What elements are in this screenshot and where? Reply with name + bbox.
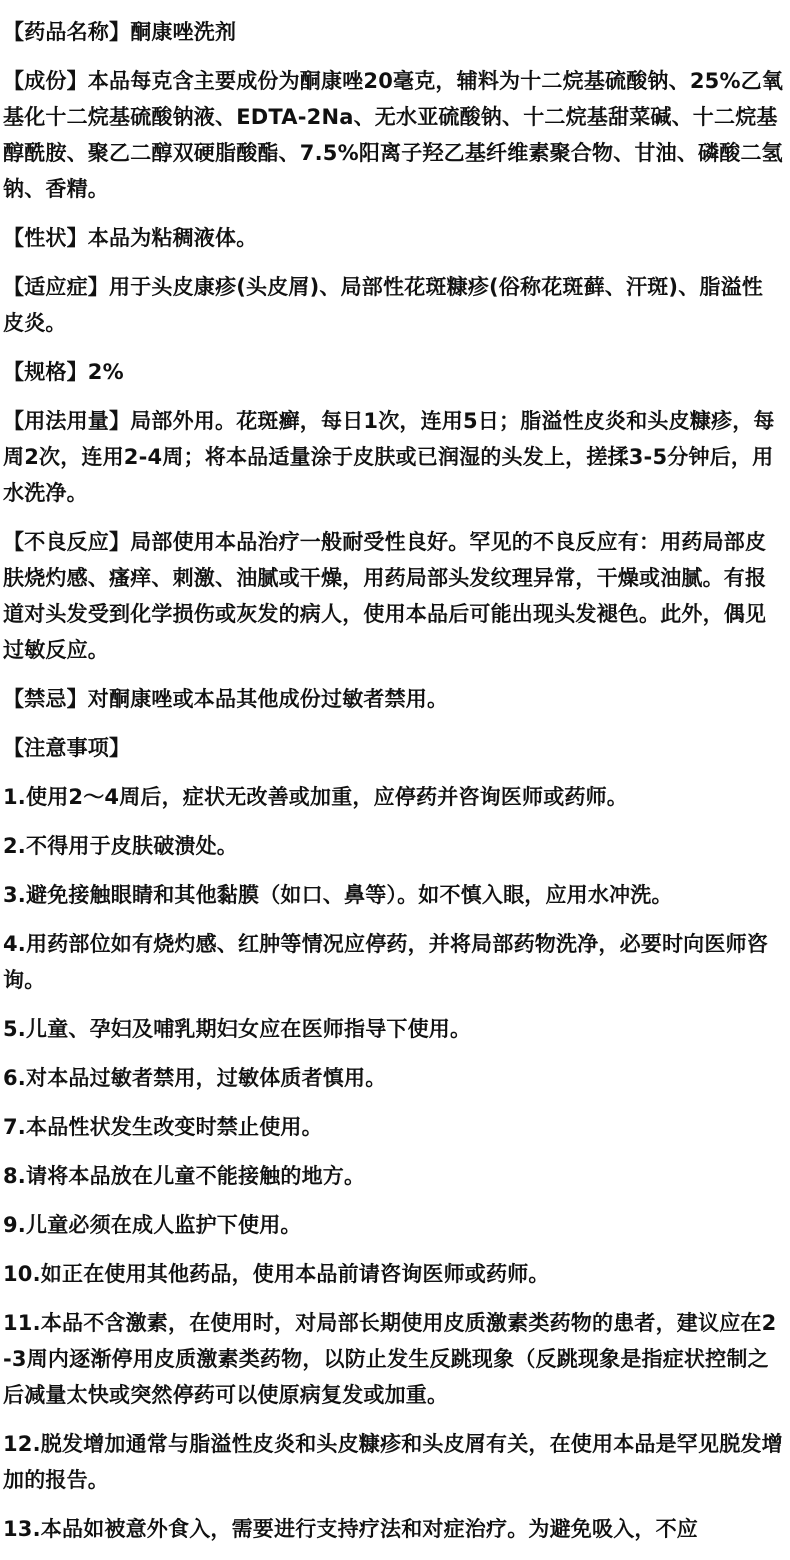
section-adverse-reactions: 【不良反应】局部使用本品治疗一般耐受性良好。罕见的不良反应有：用药局部皮肤烧灼感、瘙痒、刺激、油腻或干燥，用药局部头发纹理异常，干燥或油腻。有报道对头发受到化学损伤或灰发的病人，使用本品后可能出现头发褪色。此外，偶见过敏反应。 bbox=[3, 530, 767, 662]
section-ingredients: 【成份】本品每克含主要成份为酮康唑20毫克，辅料为十二烷基硫酸钠、25%乙氧基化十二烷基硫酸钠液、EDTA-2Na、无水亚硫酸钠、十二烷基甜菜碱、十二烷基醇酰胺、聚乙二醇双硬脂酸酯、7.5%阳离子羟乙基纤维素聚合物、甘油、磷酸二氢钠、香精。 bbox=[3, 69, 784, 201]
precaution-item-13-partial: 13.本品如被意外食入，需要进行支持疗法和对症治疗。为避免吸入，不应 bbox=[3, 1517, 698, 1541]
section-contraindications: 【禁忌】对酮康唑或本品其他成份过敏者禁用。 bbox=[3, 687, 449, 711]
precaution-item-1: 1.使用2～4周后，症状无改善或加重，应停药并咨询医师或药师。 bbox=[3, 785, 629, 809]
precaution-item-4: 4.用药部位如有烧灼感、红肿等情况应停药，并将局部药物洗净，必要时向医师咨询。 bbox=[3, 932, 768, 992]
section-dosage: 【用法用量】局部外用。花斑癣，每日1次，连用5日；脂溢性皮炎和头皮糠疹，每周2次，连用2-4周；将本品适量涂于皮肤或已润湿的头发上，搓揉3-5分钟后，用水洗净。 bbox=[3, 409, 775, 505]
section-precautions-heading: 【注意事项】 bbox=[3, 736, 131, 760]
section-drug-name: 【药品名称】酮康唑洗剂 bbox=[3, 20, 237, 44]
precaution-item-2: 2.不得用于皮肤破溃处。 bbox=[3, 834, 238, 858]
precaution-item-5: 5.儿童、孕妇及哺乳期妇女应在医师指导下使用。 bbox=[3, 1017, 472, 1041]
precaution-item-3: 3.避免接触眼睛和其他黏膜（如口、鼻等）。如不慎入眼，应用水冲洗。 bbox=[3, 883, 673, 907]
section-indications: 【适应症】用于头皮康疹(头皮屑)、局部性花斑糠疹(俗称花斑藓、汗斑)、脂溢性皮炎。 bbox=[3, 275, 763, 335]
precaution-item-6: 6.对本品过敏者禁用，过敏体质者慎用。 bbox=[3, 1066, 387, 1090]
precaution-item-7: 7.本品性状发生改变时禁止使用。 bbox=[3, 1115, 323, 1139]
section-specification: 【规格】2% bbox=[3, 360, 124, 384]
precaution-item-10: 10.如正在使用其他药品，使用本品前请咨询医师或药师。 bbox=[3, 1262, 550, 1286]
precaution-item-8: 8.请将本品放在儿童不能接触的地方。 bbox=[3, 1164, 366, 1188]
precaution-item-9: 9.儿童必须在成人监护下使用。 bbox=[3, 1213, 302, 1237]
section-appearance: 【性状】本品为粘稠液体。 bbox=[3, 226, 258, 250]
precaution-item-12: 12.脱发增加通常与脂溢性皮炎和头皮糠疹和头皮屑有关，在使用本品是罕见脱发增加的报告。 bbox=[3, 1432, 783, 1492]
precaution-item-11: 11.本品不含激素，在使用时，对局部长期使用皮质激素类药物的患者，建议应在2-3周内逐渐停用皮质激素类药物，以防止发生反跳现象（反跳现象是指症状控制之后减量太快或突然停药可以使原病复发或加重。 bbox=[3, 1311, 777, 1407]
